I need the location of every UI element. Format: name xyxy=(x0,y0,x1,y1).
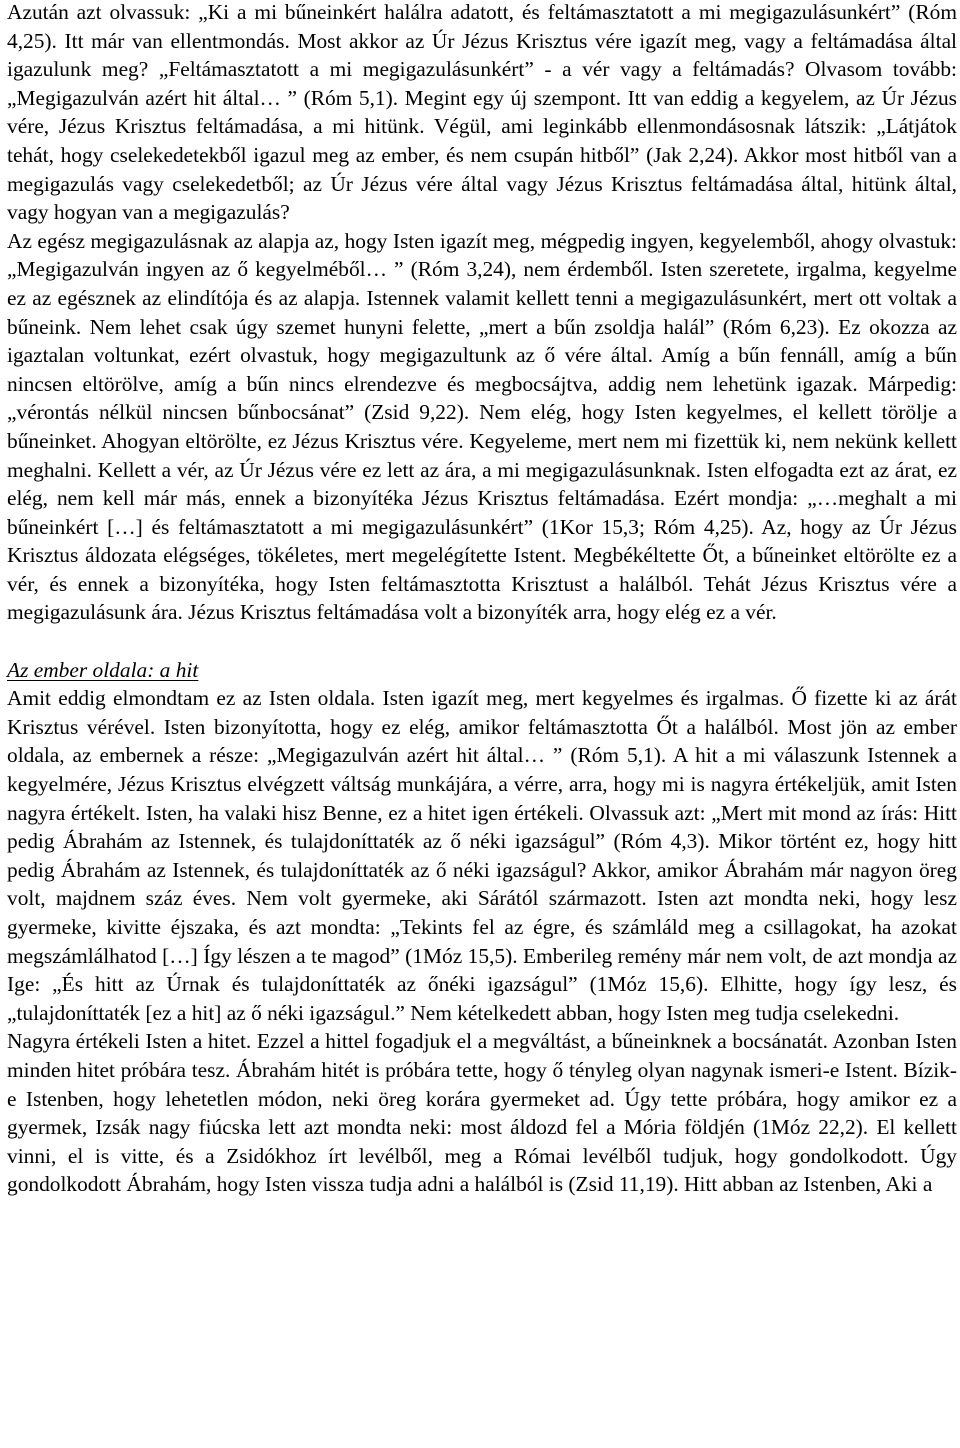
paragraph-testing-of-faith: Nagyra értékeli Isten a hitet. Ezzel a hittel fogadjuk el a megváltást, a bűneinknek a bocsánatát. Azonban Isten minden hitet próbára tesz. Ábrahám hitét is próbára tette, hogy ő tényleg olyan nagynak ismeri-e Istent. Bízik-e Istenben, hogy lehetetlen módon, neki öreg korára gyermeket ad. Úgy tette próbára, hogy amikor ez a gyermek, Izsák nagy fiúcska lett azt mondta neki: most áldozd fel a Mória földjén (1Móz 22,2). El kellett vinni, el is vitte, és a Zsidókhoz írt levélből, meg a Római levélből tudjuk, hogy gondolkodott. Úgy gondolkodott Ábrahám, hogy Isten vissza tudja adni a halálból is (Zsid 11,19). Hitt abban az Istenben, Aki a xyxy=(7,1029,957,1197)
paragraph-human-side-faith: Amit eddig elmondtam ez az Isten oldala. Isten igazít meg, mert kegyelmes és irgalmas. Ő fizette ki az árát Krisztus vérével. Isten bizonyította, hogy ez elég, amikor feltámasztotta Őt a halálból. Most jön az ember oldala, az embernek a része: „Megigazulván azért hit által… ” (Róm 5,1). A hit a mi válaszunk Istennek a kegyelmére, Jézus Krisztus elvégzett váltság munkájára, a vérre, arra, hogy mi is nagyra értékeljük, amit Isten nagyra értékelt. Isten, ha valaki hisz Benne, ez a hitet igen értékeli. Olvassuk azt: „Mert mit mond az írás: Hitt pedig Ábrahám az Istennek, és tulajdoníttaték az ő néki igazságul” (Róm 4,3). Mikor történt ez, hogy hitt pedig Ábrahám az Istennek, és tulajdoníttaték az ő néki igazságul? Akkor, amikor Ábrahám már nagyon öreg volt, majdnem száz éves. Nem volt gyermeke, aki Sárától származott. Isten azt mondta neki, hogy lesz gyermeke, kivitte éjszaka, és azt mondta: „Tekints fel az égre, és számláld meg a csillagokat, ha azokat megszámlálhatod […] Így lészen a te magod” (1Móz 15,5). Emberileg remény már nem volt, de azt mondja az Ige: „És hitt az Úrnak és tulajdoníttaték az őnéki igazságul” (1Móz 15,6). Elhitte, hogy így lesz, és „tulajdoníttaték [ez a hit] az ő néki igazságul.” Nem kételkedett abban, hogy Isten meg tudja cselekedni. xyxy=(7,686,957,1025)
section-heading: Az ember oldala: a hit xyxy=(7,657,199,682)
paragraph-justification-contradictions: Azután azt olvassuk: „Ki a mi bűneinkért halálra adatott, és feltámasztatott a mi megigazulásunkért” (Róm 4,25). Itt már van ellentmondás. Most akkor az Úr Jézus Krisztus vére igazít meg, vagy a feltámadása által igazulunk meg? „Feltámasztatott a mi megigazulásunkért” - a vér vagy a feltámadás? Olvasom tovább: „Megigazulván azért hit által… ” (Róm 5,1). Megint egy új szempont. Itt van eddig a kegyelem, az Úr Jézus vére, Jézus Krisztus feltámadása, a mi hitünk. Végül, ami leginkább ellenmondásosnak látszik: „Látjátok tehát, hogy cselekedetekből igazul meg az ember, és nem csupán hitből” (Jak 2,24). Akkor most hitből van a megigazulás vagy cselekedetből; az Úr Jézus vére által vagy Jézus Krisztus feltámadása által, hitünk által, vagy hogyan van a megigazulás? xyxy=(7,0,957,225)
paragraph-basis-of-justification: Az egész megigazulásnak az alapja az, hogy Isten igazít meg, mégpedig ingyen, kegyelemből, ahogy olvastuk: „Megigazulván ingyen az ő kegyelméből… ” (Róm 3,24), nem érdemből. Isten szeretete, irgalma, kegyelme ez az egésznek az elindítója és az alapja. Istennek valamit kellett tenni a megigazulásunkért, mert ott voltak a bűneink. Nem lehet csak úgy szemet hunyni felette, „mert a bűn zsoldja halál” (Róm 6,23). Ez okozza az igaztalan voltunkat, ezért olvastuk, hogy megigazultunk az ő vére által. Amíg a bűn fennáll, amíg a bűn nincsen eltörölve, amíg a bűn nincs elrendezve és megbocsájtva, addig nem lehetünk igazak. Márpedig: „vérontás nélkül nincsen bűnbocsánat” (Zsid 9,22). Nem elég, hogy Isten kegyelmes, el kellett törölje a bűneinket. Ahogyan eltörölte, ez Jézus Krisztus vére. Kegyeleme, mert nem mi fizettük ki, nem nekünk kellett meghalni. Kellett a vér, az Úr Jézus vére ez lett az ára, a mi megigazulásunknak. Isten elfogadta ezt az árat, ez elég, nem kell már más, ennek a bizonyítéka Jézus Krisztus feltámadása. Ezért mondja: „…meghalt a mi bűneinkért […] és feltámasztatott a mi megigazulásunkért” (1Kor 15,3; Róm 4,25). Az, hogy az Úr Jézus Krisztus áldozata elégséges, tökéletes, mert megelégítette Istent. Megbékéltette Őt, a bűneinket eltörölte ez a vér, és ennek a bizonyítéka, hogy Isten feltámasztotta Krisztust a halálból. Tehát Jézus Krisztus vére a megigazulásunk ára. Jézus Krisztus feltámadása volt a bizonyíték arra, hogy elég ez a vér. xyxy=(7,228,957,625)
